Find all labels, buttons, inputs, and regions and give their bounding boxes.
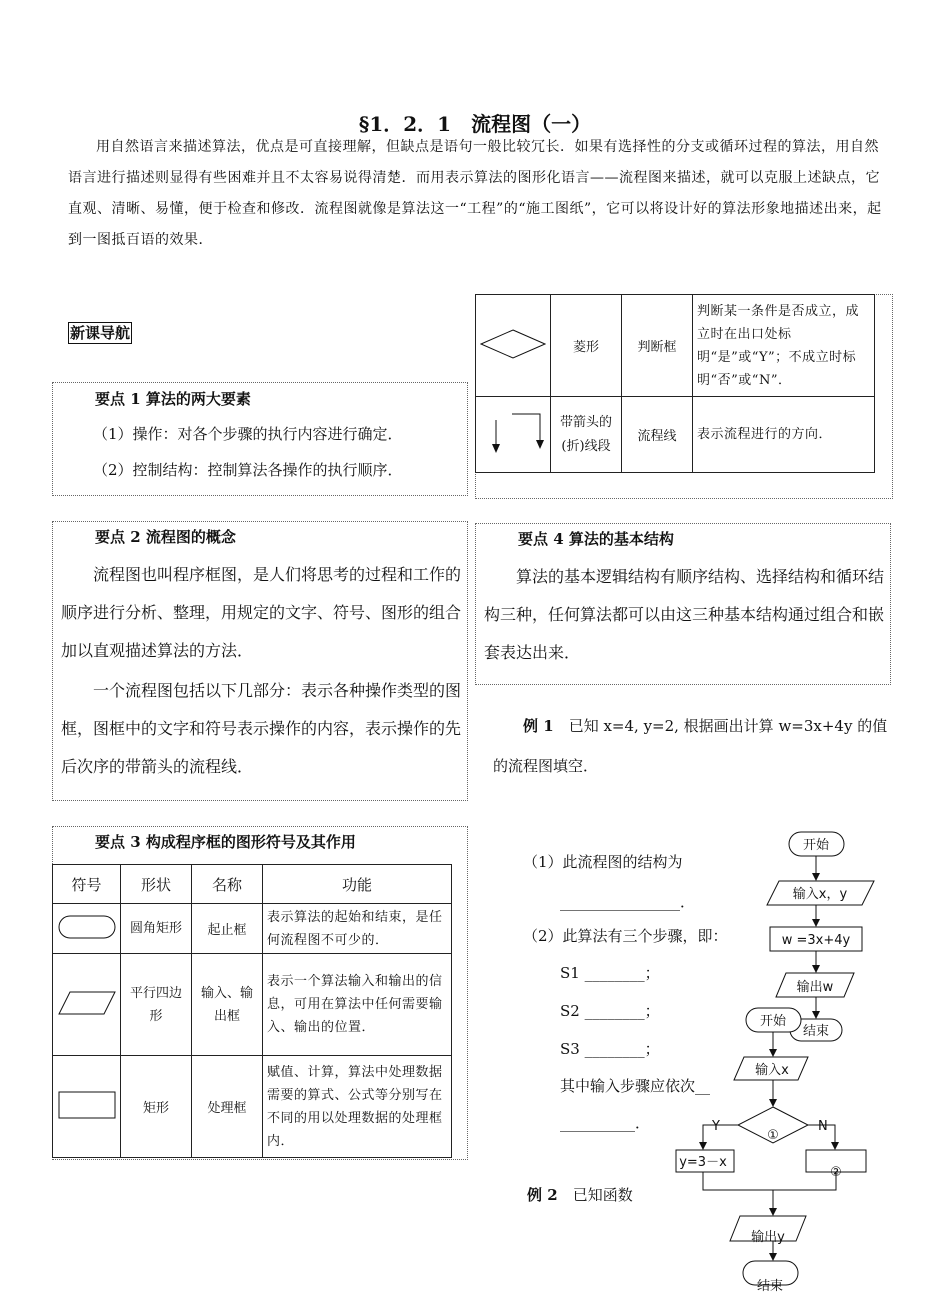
example1-text: 已知 x=4, y=2, 根据画出计算 w=3x+4y 的值的流程图填空．	[493, 717, 888, 775]
example1-s3: S3 ________；	[560, 1040, 660, 1058]
flow2-yes-label: Y	[712, 1119, 720, 1134]
flow2-left-process-text: y=3－x	[679, 1155, 727, 1170]
flow2-start-text: 开始	[759, 1014, 787, 1029]
table-cell: 流程线	[622, 397, 693, 473]
table-cell: 表示流程进行的方向．	[693, 397, 875, 473]
example1-label: 例 1	[523, 717, 554, 735]
table-header: 功能	[263, 865, 452, 904]
point4-title: 要点 4 算法的基本结构	[518, 530, 674, 548]
flow1-end-text: 结束	[802, 1024, 830, 1039]
point2-para: 流程图也叫程序框图，是人们将思考的过程和工作的顺序进行分析、整理，用规定的文字、符号、图形的组合加以直观描述算法的方法．	[61, 565, 462, 660]
table-header: 符号	[53, 865, 121, 904]
table-cell: 赋值、计算，算法中处理数据需要的算式、公式等分别写在不同的用以处理数据的处理框内．	[263, 1056, 452, 1158]
table-cell: 起止框	[192, 904, 263, 954]
table-cell: 菱形	[551, 295, 622, 397]
flow2-merge-line	[703, 1172, 836, 1190]
flow2-end-text: 结束	[756, 1279, 784, 1294]
example2-label: 例 2	[527, 1186, 558, 1204]
table-cell: 平行四边形	[121, 954, 192, 1056]
table-cell: 判断框	[622, 295, 693, 397]
table-cell: 表示一个算法输入和输出的信息，可用在算法中任何需要输入、输出的位置．	[263, 954, 452, 1056]
table-header: 名称	[192, 865, 263, 904]
example1-q1: （1）此流程图的结构为	[523, 853, 683, 871]
table-cell: 矩形	[121, 1056, 192, 1158]
table-header: 形状	[121, 865, 192, 904]
example1-blank1: ________________．	[560, 893, 696, 911]
flow1-process-text: w =3x+4y	[781, 933, 851, 948]
flow1-output-text: 输出w	[796, 980, 834, 995]
table-cell: 输入、输出框	[192, 954, 263, 1056]
flow2-yes-branch	[703, 1125, 738, 1148]
example1-s1: S1 ________；	[560, 964, 660, 982]
flow2-right-process-text: ②	[830, 1165, 842, 1180]
example2-text: 已知函数	[572, 1186, 633, 1204]
flow1-start-text: 开始	[802, 838, 830, 853]
table-cell: 圆角矩形	[121, 904, 192, 954]
intro-paragraph: 用自然语言来描述算法，优点是可直接理解，但缺点是语句一般比较冗长．如果有选择性的分支或循环过程的算法，用自然语言进行描述则显得有些困难并且不太容易说得清楚．而用表示算法的图形化语言——流程图来描述，就可以克服上述缺点，它直观、清晰、易懂，便于检查和修改．流程图就像是算法这一“工程”的“施工图纸”，它可以将设计好的算法形象地描述出来，起到一图抵百语的效果．	[68, 139, 882, 248]
point2-para: 一个流程图包括以下几部分：表示各种操作类型的图框，图框中的文字和符号表示操作的内容，表示操作的先后次序的带箭头的流程线．	[61, 681, 462, 776]
point1-line: （2）控制结构：控制算法各操作的执行顺序．	[93, 461, 403, 479]
flowchart2	[676, 1008, 866, 1294]
point1-line: （1）操作：对各个步骤的执行内容进行确定．	[93, 425, 403, 443]
point4-para: 算法的基本逻辑结构有顺序结构、选择结构和循环结构三种，任何算法都可以由这三种基本结构通过组合和嵌套表达出来．	[484, 567, 885, 662]
point2-title: 要点 2 流程图的概念	[95, 528, 236, 546]
point1-title: 要点 1 算法的两大要素	[95, 390, 251, 408]
flow1-input-text: 输入x，y	[792, 887, 848, 902]
flow2-output-text: 输出y	[751, 1230, 785, 1245]
table-cell: 处理框	[192, 1056, 263, 1158]
section-nav-label: 新课导航	[70, 324, 131, 342]
table-cell: 判断某一条件是否成立，成立时在出口处标明“是”或“Y”；不成立时标明“否”或“N”．	[693, 295, 875, 397]
flow2-input-text: 输入x	[755, 1063, 789, 1078]
point3-title: 要点 3 构成程序框的图形符号及其作用	[95, 833, 356, 851]
example1-q3: 其中输入步骤应依次__	[560, 1077, 711, 1095]
table-cell: 表示算法的起始和结束，是任何流程图不可少的．	[263, 904, 452, 954]
flow2-no-label: N	[818, 1119, 828, 1134]
example1-q2: （2）此算法有三个步骤，即：	[523, 927, 728, 945]
example1-s2: S2 ________；	[560, 1002, 660, 1020]
flow2-condition-text: ①	[767, 1128, 779, 1143]
example1-blank3: __________．	[560, 1114, 651, 1132]
page-title: §1．2．1 流程图（一）	[358, 112, 592, 136]
table-cell: 带箭头的(折)线段	[551, 397, 622, 473]
